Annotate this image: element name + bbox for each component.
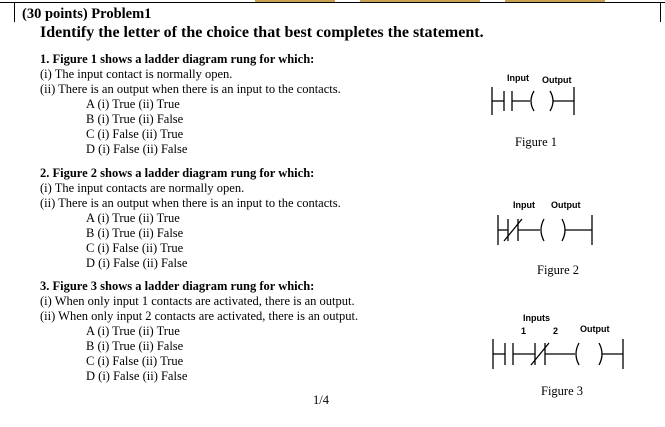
- top-decoration: [255, 0, 335, 2]
- figure-2-input-label: Input: [513, 200, 535, 210]
- question-1-choice-d[interactable]: D (i) False (ii) False: [86, 142, 188, 156]
- question-3-choice-a[interactable]: A (i) True (ii) True: [86, 324, 180, 338]
- coil-left-arc: [541, 219, 544, 241]
- figure-3-input-1-label: 1: [521, 326, 527, 336]
- figure-3-output-label: Output: [580, 324, 610, 334]
- question-2-choice-c[interactable]: C (i) False (ii) True: [86, 241, 184, 255]
- question-2-statement-ii: (ii) There is an output when there is an input to the contacts.: [40, 196, 341, 210]
- coil-left-arc: [531, 91, 534, 111]
- question-3-heading: 3. Figure 3 shows a ladder diagram rung for which:: [40, 279, 315, 293]
- question-2-choice-b[interactable]: B (i) True (ii) False: [86, 226, 184, 240]
- question-1-choice-a[interactable]: A (i) True (ii) True: [86, 97, 180, 111]
- question-2-statement-i: (i) The input contacts are normally open.: [40, 181, 245, 195]
- problem-title: (30 points) Problem1: [22, 6, 152, 22]
- instruction: Identify the letter of the choice that best completes the statement.: [40, 24, 484, 41]
- coil-right-arc: [550, 91, 553, 111]
- question-3-statement-ii: (ii) When only input 2 contacts are activated, there is an output.: [40, 309, 359, 323]
- figure-1-output-label: Output: [542, 75, 572, 85]
- figure-2-output-label: Output: [551, 200, 581, 210]
- question-1-statement-ii: (ii) There is an output when there is an input to the contacts.: [40, 82, 341, 96]
- question-1-statement-i: (i) The input contact is normally open.: [40, 67, 233, 81]
- page-number: 1/4: [313, 393, 329, 407]
- question-2-choice-a[interactable]: A (i) True (ii) True: [86, 211, 180, 225]
- figure-3-caption: Figure 3: [541, 384, 584, 398]
- question-3-choice-c[interactable]: C (i) False (ii) True: [86, 354, 184, 368]
- question-3-choice-b[interactable]: B (i) True (ii) False: [86, 339, 184, 353]
- figure-3-ladder-rung: [491, 338, 631, 374]
- top-decoration: [505, 0, 605, 2]
- figure-1-ladder-rung: [490, 86, 590, 120]
- figure-3-input-2-label: 2: [553, 326, 559, 336]
- figure-3-inputs-label: Inputs: [523, 313, 550, 323]
- frame-right-edge: [660, 2, 661, 22]
- frame-left-edge: [14, 2, 15, 22]
- figure-2-ladder-rung: [496, 214, 606, 250]
- question-1-heading: 1. Figure 1 shows a ladder diagram rung for which:: [40, 52, 315, 66]
- figure-1-caption: Figure 1: [515, 135, 558, 149]
- question-2-heading: 2. Figure 2 shows a ladder diagram rung for which:: [40, 166, 315, 180]
- top-border: [0, 2, 665, 3]
- coil-right-arc: [599, 343, 602, 365]
- figure-1-input-label: Input: [507, 73, 529, 83]
- top-decoration: [360, 0, 480, 2]
- question-2-choice-d[interactable]: D (i) False (ii) False: [86, 256, 188, 270]
- coil-right-arc: [562, 219, 565, 241]
- question-1-choice-c[interactable]: C (i) False (ii) True: [86, 127, 184, 141]
- question-3-statement-i: (i) When only input 1 contacts are activated, there is an output.: [40, 294, 355, 308]
- figure-2-caption: Figure 2: [537, 263, 580, 277]
- coil-left-arc: [576, 343, 579, 365]
- question-3-choice-d[interactable]: D (i) False (ii) False: [86, 369, 188, 383]
- question-1-choice-b[interactable]: B (i) True (ii) False: [86, 112, 184, 126]
